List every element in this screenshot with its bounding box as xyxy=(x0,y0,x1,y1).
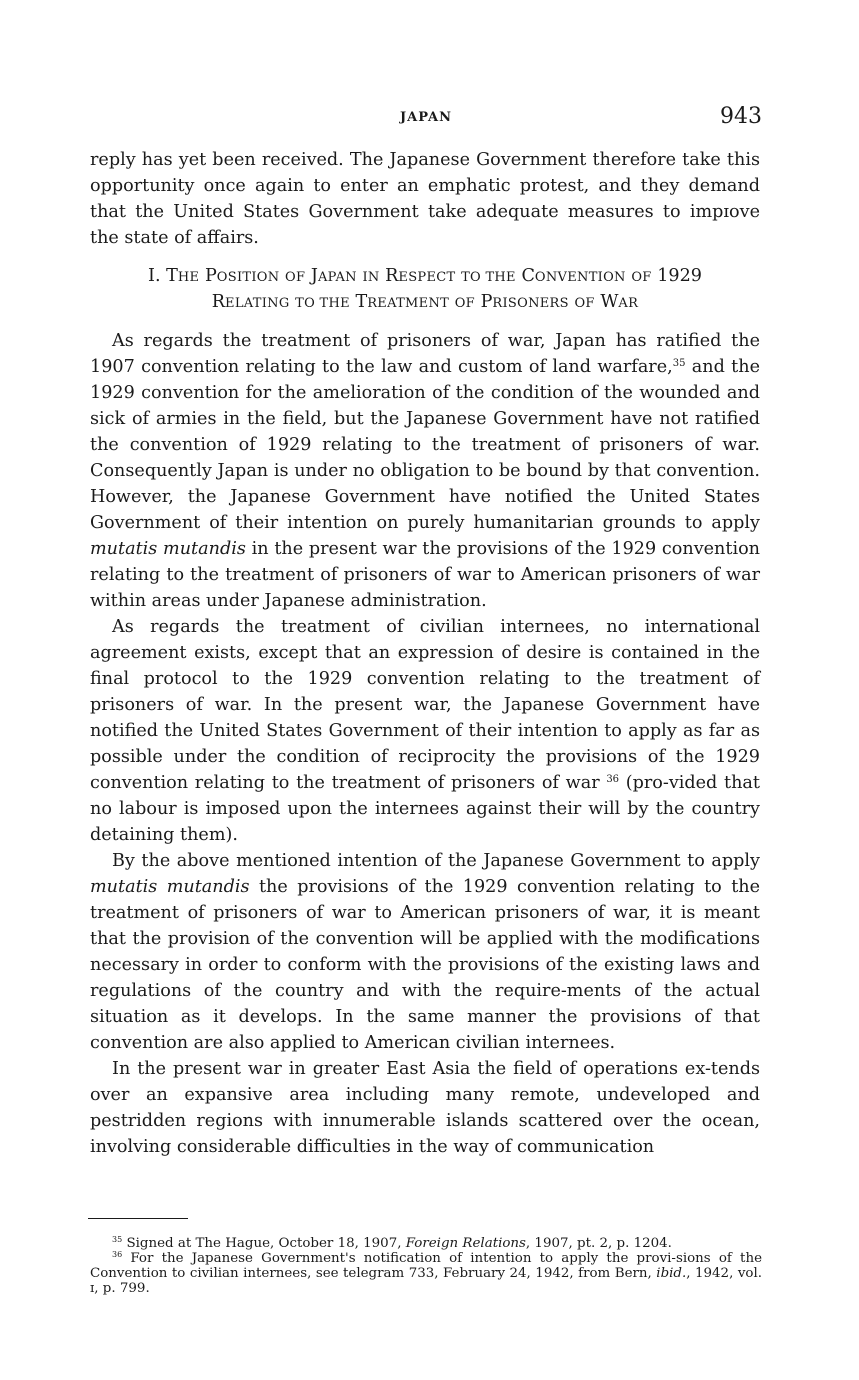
paragraph-text: the provisions of the 1929 convention relating to the treatment of prisoners of war to American prisoners of war, it is meant that the provision of the convention will be applied with the modifications necessary in order to conform with the provisions of the existing laws and regulations of the country and with the require-ments of the actual situation as it develops. In the same manner the provisions of that convention are also applied to American civilian internees. xyxy=(90,877,761,1053)
paragraph-text: and the 1929 convention for the amelioration of the condition of the wounded and sick of armies in the field, but the Japanese Government have not ratified the convention of 1929 relating to the treatment of prisoners of war. Consequently Japan is under no obligation to be bound by that convention. However, the Japanese Government have notified the United States Government of their intention on purely humanitarian grounds to apply xyxy=(90,357,760,533)
heading-word-rest: OF xyxy=(285,270,306,285)
footnote-ref-36: 36 xyxy=(606,774,620,785)
heading-word xyxy=(362,266,379,286)
heading-word-rest: HE xyxy=(177,270,200,285)
heading-word-initial: J xyxy=(310,266,318,286)
paragraph xyxy=(90,614,760,848)
heading-word xyxy=(481,292,569,312)
heading-word-initial: P xyxy=(480,292,493,312)
heading-word-rest: ESPECT xyxy=(398,270,456,285)
heading-word-rest: AR xyxy=(618,296,639,311)
heading-word xyxy=(311,266,357,286)
heading-word-rest: RISONERS xyxy=(492,296,569,311)
heading-word-rest: IN xyxy=(362,270,380,285)
section-heading xyxy=(90,264,760,316)
footnote-35 xyxy=(90,1236,762,1251)
italic-phrase: mutatis mutandis xyxy=(90,877,250,897)
heading-word-rest: OF xyxy=(454,296,475,311)
footnote-36 xyxy=(90,1251,762,1296)
paragraph: In the present war in greater East Asia the field of operations ex-tends over an expansive area including many remote, undeveloped and pestridden regions with innumerable islands scattered over the ocean, involving considerable difficulties in the way of communication xyxy=(90,1059,760,1157)
heading-word xyxy=(631,266,651,286)
heading-line-1 xyxy=(148,266,702,286)
footnotes xyxy=(90,1236,762,1296)
heading-word-rest: TO THE xyxy=(461,270,516,285)
page-header xyxy=(90,104,762,134)
heading-word-initial: T xyxy=(166,266,178,286)
heading-line-2 xyxy=(212,292,638,312)
italic-phrase: mutatis mutandis xyxy=(90,539,246,559)
footnote-text: For the Japanese Government's notification of intention to apply the provi-sions of the Convention to civilian internees, see telegram 733, February 24, 1942, from Bern, xyxy=(90,1251,762,1281)
heading-word-rest: REATMENT xyxy=(367,296,450,311)
footnote-text: , 1907, pt. 2, p. 1204. xyxy=(525,1236,672,1251)
heading-word xyxy=(285,266,305,286)
heading-year: 1929 xyxy=(657,266,702,286)
paragraph xyxy=(90,848,760,1056)
heading-word-initial: C xyxy=(521,266,535,286)
footnote-ref-35: 35 xyxy=(672,358,686,369)
body-text xyxy=(90,147,760,1160)
footnote-text: Signed at The Hague, October 18, 1907, xyxy=(126,1236,406,1251)
heading-word-initial: P xyxy=(204,266,217,286)
heading-word xyxy=(166,266,199,286)
heading-word-rest: OSITION xyxy=(216,270,280,285)
running-head: JAPAN xyxy=(399,110,453,125)
heading-word-rest: ELATING xyxy=(225,296,290,311)
paragraph-text: in the present war the provisions of the 1929 convention relating to the treatment of prisoners of war to American prisoners of war within areas under Japanese administration. xyxy=(90,539,761,611)
heading-word-rest: OF xyxy=(574,296,595,311)
paragraph-continuation: reply has yet been received. The Japanese Government therefore take this opportunity once again to enter an emphatic protest, and they demand that the United States Government take adequate measures to impɪove the state of affairs. xyxy=(90,150,760,248)
heading-word-rest: OF xyxy=(631,270,652,285)
heading-word xyxy=(205,266,279,286)
heading-word xyxy=(600,292,638,312)
paragraph-text: As regards the treatment of civilian internees, no international agreement exists, except that an expression of desire is contained in the final protocol to the 1929 convention relating to the treatment of prisoners of war. In the present war, the Japanese Government have notified the United States Government of their intention to apply as far as possible under the condition of reciprocity the provisions of the 1929 convention relating to the treatment of prisoners of war xyxy=(90,617,760,793)
heading-word-rest: APAN xyxy=(317,270,357,285)
heading-word-initial: T xyxy=(355,292,368,312)
heading-line-1-words xyxy=(166,266,651,286)
footnote-divider xyxy=(88,1218,188,1219)
footnote-italic: Foreign Relations xyxy=(405,1236,526,1251)
heading-word xyxy=(521,266,625,286)
heading-word-rest: ONVENTION xyxy=(534,270,626,285)
paragraph-text: As regards the treatment of prisoners of war, Japan has ratified the 1907 convention relating to the law and custom of land warfare, xyxy=(90,331,760,377)
heading-word-initial: R xyxy=(385,266,399,286)
page-number: 943 xyxy=(720,104,762,129)
footnote-text: , 1942, vol. ɪ, p. 799. xyxy=(90,1266,762,1296)
paragraph-text: By the above mentioned intention of the Japanese Government to apply xyxy=(112,851,760,871)
paragraph-text: (pro-vided that no labour is imposed upon the internees against their will by the country detaining them). xyxy=(90,773,760,845)
heading-word xyxy=(355,292,449,312)
footnote-mark: 35 xyxy=(112,1235,123,1244)
footnote-mark: 36 xyxy=(112,1250,123,1259)
heading-word xyxy=(574,292,594,312)
heading-word xyxy=(295,292,350,312)
paragraph xyxy=(90,328,760,614)
heading-word xyxy=(455,292,475,312)
heading-word-initial: R xyxy=(211,292,226,312)
heading-word xyxy=(212,292,290,312)
heading-word xyxy=(461,266,516,286)
heading-word-initial: W xyxy=(600,292,619,312)
footnote-italic: ibid. xyxy=(656,1266,687,1281)
heading-word-rest: TO THE xyxy=(295,296,350,311)
heading-numeral: I. xyxy=(148,266,161,286)
heading-word xyxy=(385,266,455,286)
